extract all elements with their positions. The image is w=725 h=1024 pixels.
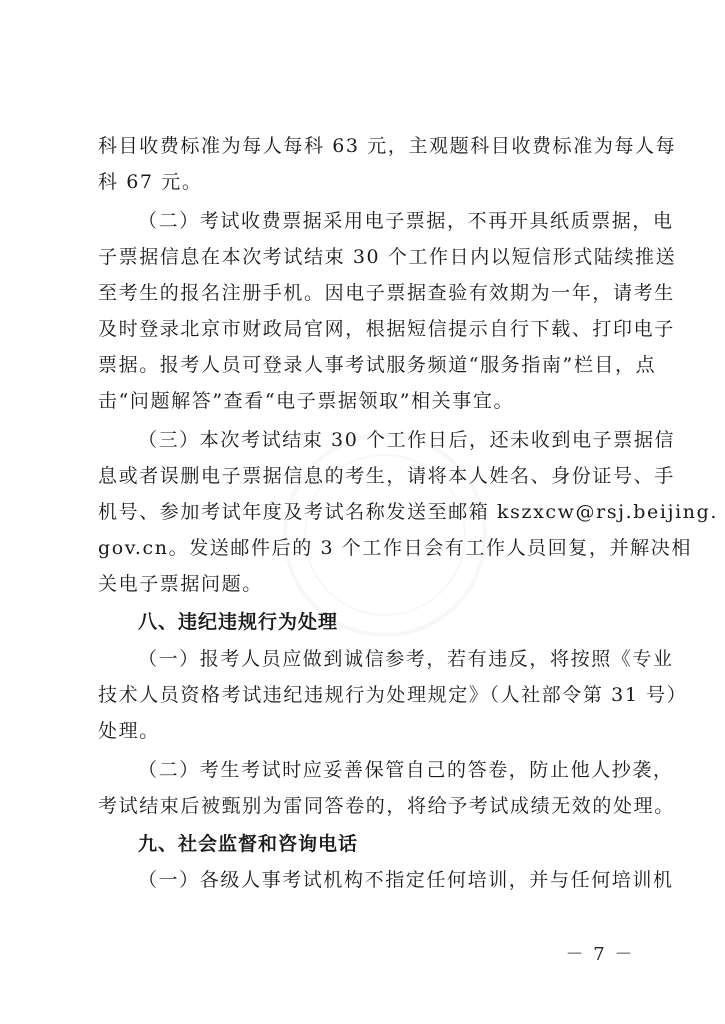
paragraph-line: 票据。报考人员可登录人事考试服务频道“服务指南”栏目，点 [98, 354, 657, 376]
paragraph-line: 子票据信息在本次考试结束 30 个工作日内以短信形式陆续推送 [98, 246, 677, 268]
paragraph-line: 技术人员资格考试违纪违规行为处理规定》（人社部令第 31 号） [98, 684, 688, 706]
paragraph-line: 科目收费标准为每人每科 63 元，主观题科目收费标准为每人每 [98, 135, 677, 157]
paragraph-line: 机号、参加考试年度及考试名称发送至邮箱 kszxcw@rsj.beijing. [98, 501, 718, 523]
paragraph-line: 关电子票据问题。 [98, 573, 263, 595]
paragraph-line: 击“问题解答”查看“电子票据领取”相关事宜。 [98, 390, 515, 412]
paragraph-line: （一）报考人员应做到诚信参考，若有违反，将按照《专业 [138, 648, 674, 670]
paragraph-line: 处理。 [98, 720, 160, 742]
paragraph-line: 科 67 元。 [98, 171, 203, 193]
page-number: － 7 － [565, 944, 635, 965]
paragraph-line: （二）考试收费票据采用电子票据，不再开具纸质票据，电 [138, 210, 674, 232]
paragraph-line: 息或者误删电子票据信息的考生，请将本人姓名、身份证号、手 [98, 465, 675, 487]
paragraph-line: （一）各级人事考试机构不指定任何培训，并与任何培训机 [138, 869, 674, 891]
paragraph-line: 考试结束后被甄别为雷同答卷的，将给予考试成绩无效的处理。 [98, 795, 675, 817]
paragraph-line: gov.cn。发送邮件后的 3 个工作日会有工作人员回复，并解决相 [98, 537, 692, 559]
paragraph-line: 及时登录北京市财政局官网，根据短信提示自行下载、打印电子 [98, 318, 675, 340]
section-heading: 八、违纪违规行为处理 [138, 611, 339, 633]
paragraph-line: （三）本次考试结束 30 个工作日后，还未收到电子票据信 [138, 429, 676, 451]
paragraph-line: （二）考生考试时应妥善保管自己的答卷，防止他人抄袭， [138, 759, 674, 781]
paragraph-line: 至考生的报名注册手机。因电子票据查验有效期为一年，请考生 [98, 282, 675, 304]
section-heading: 九、社会监督和咨询电话 [138, 833, 359, 855]
